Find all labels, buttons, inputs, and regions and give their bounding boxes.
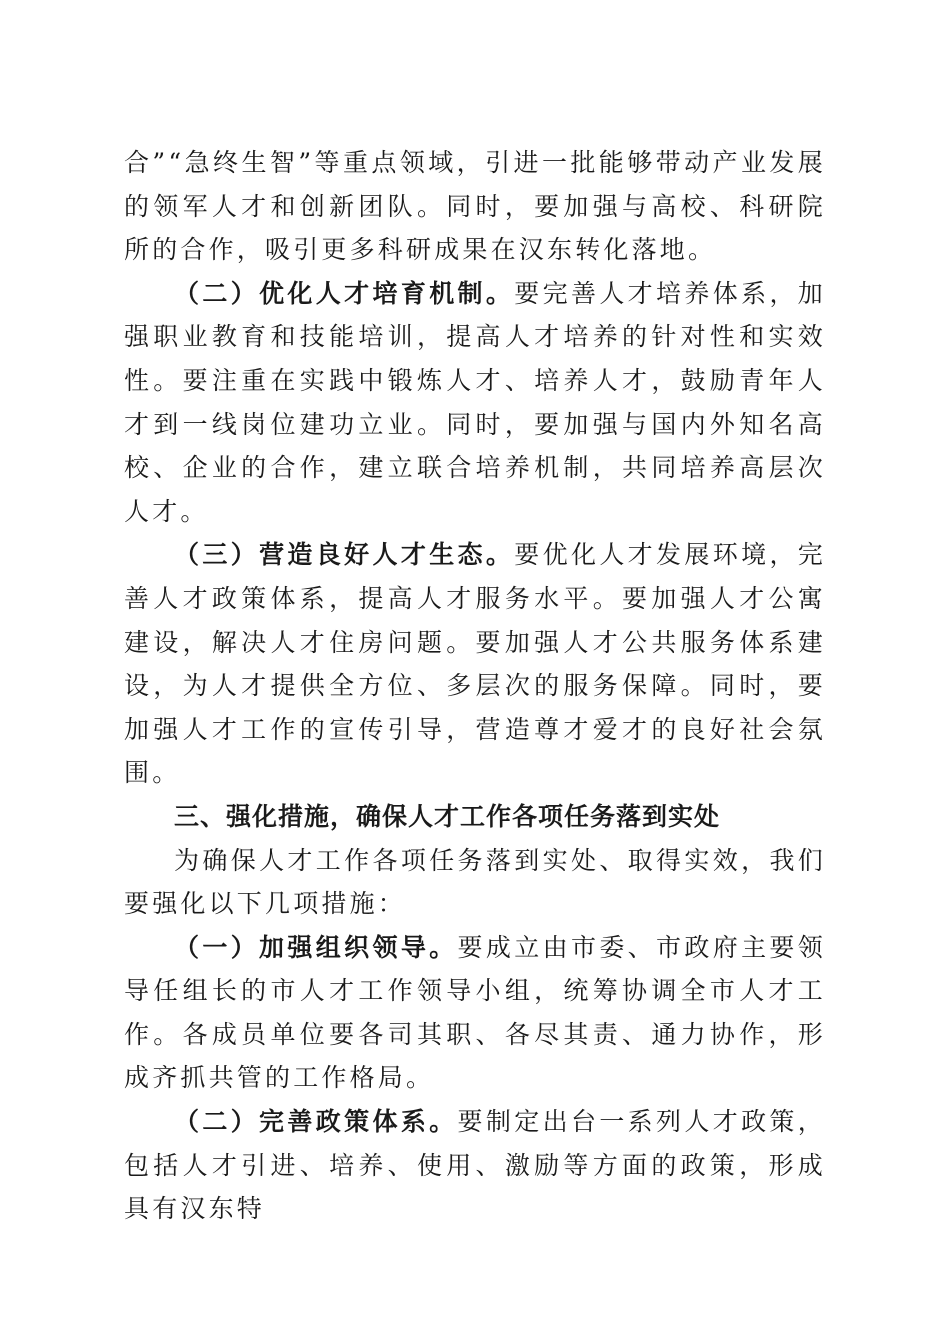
paragraph-lead: （二）完善政策体系。 <box>174 1107 458 1137</box>
paragraph-policy-system <box>124 1100 826 1231</box>
document-body <box>124 141 826 1231</box>
paragraph-text: 要完善人才培养体系，加强职业教育和技能培训，提高人才培养的针对性和实效性。要注重在实践中锻炼人才、培养人才，鼓励青年人才到一线岗位建功立业。同时，要加强与国内外知名高校、企业的合作，建立联合培养机制，共同培养高层次人才。 <box>124 278 827 526</box>
paragraph-text: 要制定出台一系列人才政策，包括人才引进、培养、使用、激励等方面的政策，形成具有汉东特 <box>124 1107 826 1224</box>
paragraph-text: 要优化人才发展环境，完善人才政策体系，提高人才服务水平。要加强人才公寓建设，解决人才住房问题。要加强人才公共服务体系建设，为人才提供全方位、多层次的服务保障。同时，要加强人才工作的宣传引导，营造尊才爱才的良好社会氛围。 <box>124 540 827 788</box>
paragraph-optimize-training <box>124 272 826 534</box>
paragraph-continued: 合”“急终生智”等重点领域，引进一批能够带动产业发展的领军人才和创新团队。同时，要加强与高校、科研院所的合作，吸引更多科研成果在汉东转化落地。 <box>124 148 826 265</box>
paragraph-text: 要成立由市委、市政府主要领导任组长的市人才工作领导小组，统筹协调全市人才工作。各成员单位要各司其职、各尽其责、通力协作，形成齐抓共管的工作格局。 <box>124 932 826 1093</box>
paragraph-talent-ecology <box>124 533 826 795</box>
paragraph-lead: （一）加强组织领导。 <box>174 932 458 962</box>
paragraph-intro: 为确保人才工作各项任务落到实处、取得实效，我们要强化以下几项措施： <box>124 845 826 919</box>
section-heading: 三、强化措施，确保人才工作各项任务落到实处 <box>174 801 721 831</box>
paragraph-lead: （三）营造良好人才生态。 <box>174 540 515 570</box>
paragraph-organization-leadership <box>124 926 826 1100</box>
paragraph-lead: （二）优化人才培育机制。 <box>174 278 515 308</box>
